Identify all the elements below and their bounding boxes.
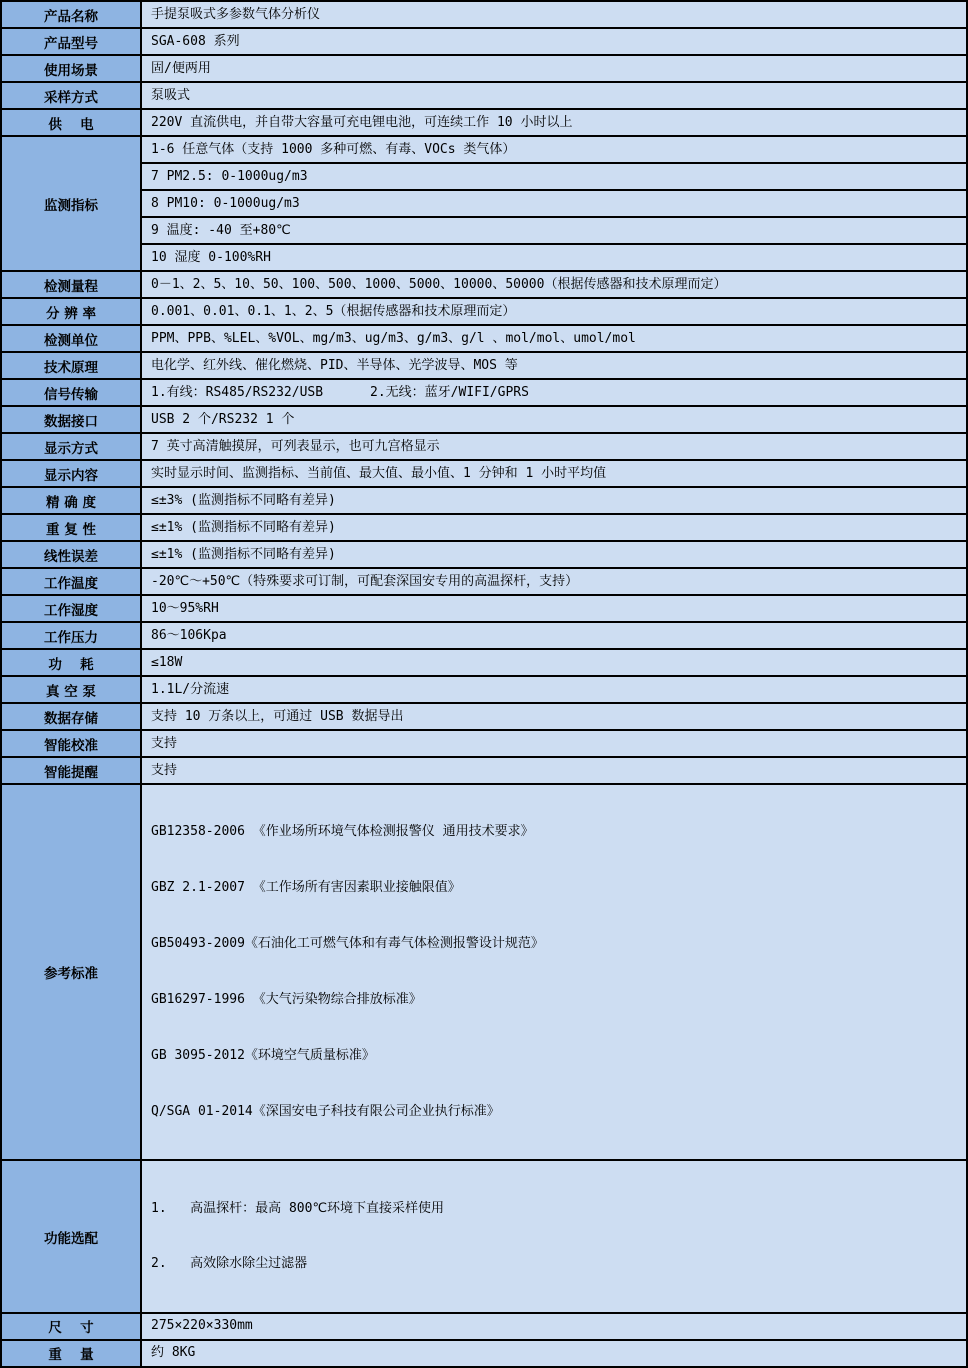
spec-value: 手提泵吸式多参数气体分析仪 bbox=[141, 1, 967, 28]
table-row bbox=[1, 433, 967, 460]
table-row bbox=[1, 1160, 967, 1312]
spec-value-line: Q/SGA 01-2014《深国安电子科技有限公司企业执行标准》 bbox=[151, 1103, 500, 1119]
spec-label: 重 复 性 bbox=[1, 514, 141, 541]
spec-value-line: GB50493-2009《石油化工可燃气体和有毒气体检测报警设计规范》 bbox=[151, 935, 544, 951]
spec-value: 10～95%RH bbox=[141, 595, 967, 622]
spec-value: 1-6 任意气体（支持 1000 多种可燃、有毒、VOCs 类气体） bbox=[141, 136, 967, 163]
table-row bbox=[1, 271, 967, 298]
spec-value-line: GB16297-1996 《大气污染物综合排放标准》 bbox=[151, 991, 422, 1007]
table-row bbox=[1, 55, 967, 82]
spec-value: 7 英寸高清触摸屏，可列表显示，也可九宫格显示 bbox=[141, 433, 967, 460]
spec-value: 支持 bbox=[141, 757, 967, 784]
spec-value: 支持 bbox=[141, 730, 967, 757]
spec-label: 使用场景 bbox=[1, 55, 141, 82]
spec-value: 275×220×330mm bbox=[141, 1313, 967, 1340]
spec-value-line: GBZ 2.1-2007 《工作场所有害因素职业接触限值》 bbox=[151, 879, 461, 895]
spec-label: 工作湿度 bbox=[1, 595, 141, 622]
spec-label: 重 量 bbox=[1, 1340, 141, 1367]
table-row bbox=[1, 244, 967, 271]
table-row bbox=[1, 163, 967, 190]
table-row bbox=[1, 1340, 967, 1367]
spec-value: ≤±1% (监测指标不同略有差异) bbox=[141, 514, 967, 541]
table-row bbox=[1, 190, 967, 217]
table-row bbox=[1, 406, 967, 433]
spec-label: 供 电 bbox=[1, 109, 141, 136]
table-row bbox=[1, 730, 967, 757]
spec-value: ≤±3% (监测指标不同略有差异) bbox=[141, 487, 967, 514]
spec-label: 监测指标 bbox=[1, 136, 141, 271]
spec-value: 固/便两用 bbox=[141, 55, 967, 82]
spec-value: 1.1L/分流速 bbox=[141, 676, 967, 703]
spec-label: 尺 寸 bbox=[1, 1313, 141, 1340]
spec-value: 8 PM10: 0-1000ug/m3 bbox=[141, 190, 967, 217]
spec-value: 支持 10 万条以上，可通过 USB 数据导出 bbox=[141, 703, 967, 730]
spec-label: 显示方式 bbox=[1, 433, 141, 460]
table-row bbox=[1, 460, 967, 487]
table-row bbox=[1, 1313, 967, 1340]
spec-value-line: 2. 高效除水除尘过滤器 bbox=[151, 1256, 308, 1272]
spec-label: 线性误差 bbox=[1, 541, 141, 568]
spec-label: 信号传输 bbox=[1, 379, 141, 406]
table-row bbox=[1, 217, 967, 244]
spec-value: 约 8KG bbox=[141, 1340, 967, 1367]
table-row bbox=[1, 1, 967, 28]
spec-value: 10 湿度 0-100%RH bbox=[141, 244, 967, 271]
spec-value: 实时显示时间、监测指标、当前值、最大值、最小值、1 分钟和 1 小时平均值 bbox=[141, 460, 967, 487]
spec-label: 采样方式 bbox=[1, 82, 141, 109]
table-row bbox=[1, 568, 967, 595]
table-row bbox=[1, 622, 967, 649]
table-row bbox=[1, 784, 967, 1160]
spec-value: ≤18W bbox=[141, 649, 967, 676]
table-row bbox=[1, 28, 967, 55]
table-row bbox=[1, 352, 967, 379]
table-row bbox=[1, 379, 967, 406]
spec-value: 0－1、2、5、10、50、100、500、1000、5000、10000、50000（根据传感器和技术原理而定） bbox=[141, 271, 967, 298]
spec-label: 检测量程 bbox=[1, 271, 141, 298]
spec-value: ≤±1% (监测指标不同略有差异) bbox=[141, 541, 967, 568]
spec-value: 9 温度: -40 至+80℃ bbox=[141, 217, 967, 244]
spec-value: SGA-608 系列 bbox=[141, 28, 967, 55]
spec-value: 泵吸式 bbox=[141, 82, 967, 109]
spec-value: 86～106Kpa bbox=[141, 622, 967, 649]
spec-value: 220V 直流供电，并自带大容量可充电锂电池，可连续工作 10 小时以上 bbox=[141, 109, 967, 136]
table-row bbox=[1, 595, 967, 622]
spec-value bbox=[141, 784, 967, 1160]
table-row bbox=[1, 325, 967, 352]
table-row bbox=[1, 541, 967, 568]
table-row bbox=[1, 514, 967, 541]
spec-label: 数据存储 bbox=[1, 703, 141, 730]
spec-value: USB 2 个/RS232 1 个 bbox=[141, 406, 967, 433]
spec-value bbox=[141, 1160, 967, 1312]
spec-value: 0.001、0.01、0.1、1、2、5（根据传感器和技术原理而定） bbox=[141, 298, 967, 325]
spec-label: 工作温度 bbox=[1, 568, 141, 595]
table-row bbox=[1, 757, 967, 784]
spec-label: 分 辨 率 bbox=[1, 298, 141, 325]
table-row bbox=[1, 676, 967, 703]
spec-label: 智能提醒 bbox=[1, 757, 141, 784]
table-row bbox=[1, 487, 967, 514]
table-row bbox=[1, 298, 967, 325]
spec-label: 工作压力 bbox=[1, 622, 141, 649]
spec-label: 功能选配 bbox=[1, 1160, 141, 1312]
table-row bbox=[1, 82, 967, 109]
spec-label: 产品型号 bbox=[1, 28, 141, 55]
spec-value-line: 1. 高温探杆：最高 800℃环境下直接采样使用 bbox=[151, 1200, 445, 1216]
spec-label: 智能校准 bbox=[1, 730, 141, 757]
spec-label: 数据接口 bbox=[1, 406, 141, 433]
spec-label: 真 空 泵 bbox=[1, 676, 141, 703]
spec-value: 7 PM2.5: 0-1000ug/m3 bbox=[141, 163, 967, 190]
spec-label: 显示内容 bbox=[1, 460, 141, 487]
spec-value: 电化学、红外线、催化燃烧、PID、半导体、光学波导、MOS 等 bbox=[141, 352, 967, 379]
spec-label: 参考标准 bbox=[1, 784, 141, 1160]
table-row bbox=[1, 703, 967, 730]
spec-label: 精 确 度 bbox=[1, 487, 141, 514]
spec-value: 1.有线：RS485/RS232/USB 2.无线：蓝牙/WIFI/GPRS bbox=[141, 379, 967, 406]
spec-label: 功 耗 bbox=[1, 649, 141, 676]
spec-label: 技术原理 bbox=[1, 352, 141, 379]
table-row bbox=[1, 649, 967, 676]
spec-label: 检测单位 bbox=[1, 325, 141, 352]
spec-value: PPM、PPB、%LEL、%VOL、mg/m3、ug/m3、g/m3、g/l 、mol/mol、umol/mol bbox=[141, 325, 967, 352]
table-row bbox=[1, 109, 967, 136]
table-row bbox=[1, 136, 967, 163]
spec-value-line: GB12358-2006 《作业场所环境气体检测报警仪 通用技术要求》 bbox=[151, 824, 534, 840]
spec-label: 产品名称 bbox=[1, 1, 141, 28]
spec-value-line: GB 3095-2012《环境空气质量标准》 bbox=[151, 1047, 375, 1063]
spec-value: -20℃～+50℃（特殊要求可订制，可配套深国安专用的高温探杆，支持） bbox=[141, 568, 967, 595]
